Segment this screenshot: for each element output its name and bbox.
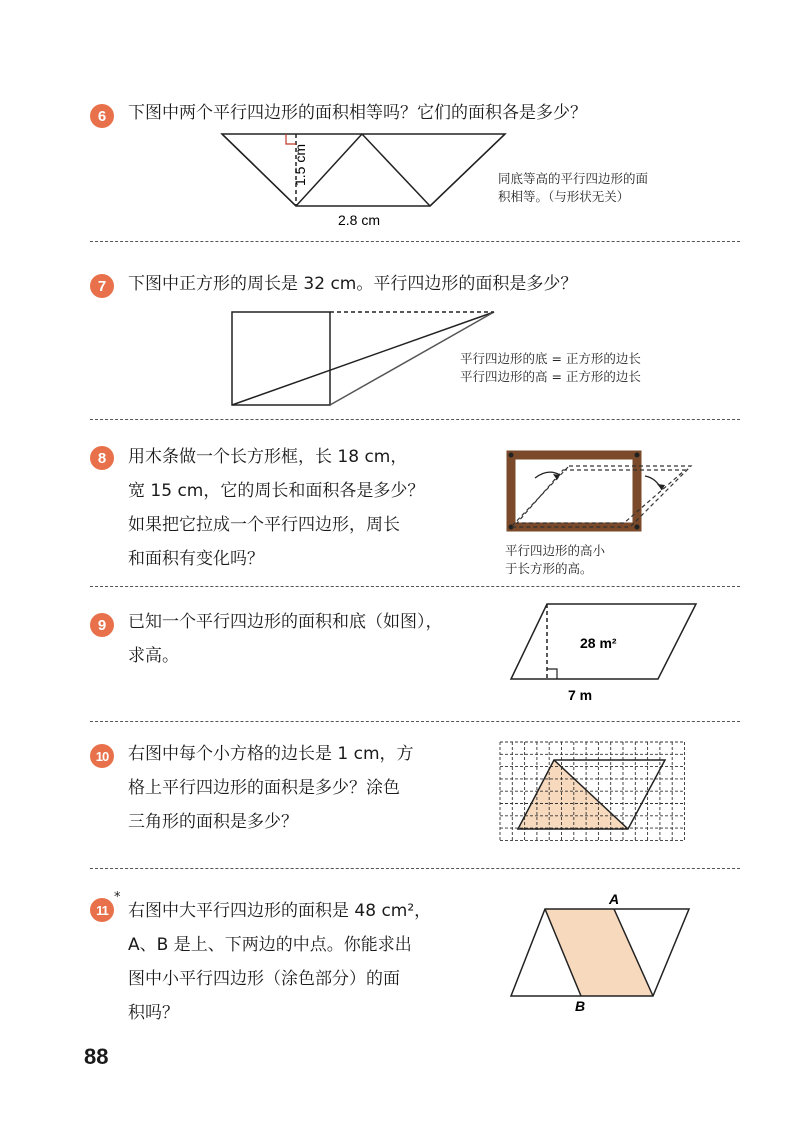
problem-7-text: 下图中正方形的周长是 32 cm。平行四边形的面积是多少？ bbox=[128, 274, 578, 294]
text-line: 求高。 bbox=[128, 646, 179, 666]
base-label: 2.8 cm bbox=[338, 212, 381, 228]
page-number: 88 bbox=[84, 1044, 109, 1069]
challenge-star: * bbox=[114, 890, 121, 905]
problem-number-badge: 8 bbox=[90, 446, 114, 470]
text-line: 图中小平行四边形（涂色部分）的面 bbox=[128, 969, 400, 989]
problem-number-badge: 10 bbox=[90, 744, 114, 768]
text-line: 格上平行四边形的面积是多少？涂色 bbox=[128, 778, 400, 798]
text-line: A、B 是上、下两边的中点。你能求出 bbox=[128, 935, 412, 955]
problem-number-badge: 7 bbox=[90, 274, 114, 298]
height-label: 1.5 cm bbox=[292, 143, 308, 186]
text-line: 和面积有变化吗？ bbox=[128, 549, 264, 569]
text-line: 宽 15 cm，它的周长和面积各是多少？ bbox=[128, 481, 425, 501]
text-line: 三角形的面积是多少？ bbox=[128, 812, 298, 832]
text-line: 用木条做一个长方形框，长 18 cm， bbox=[128, 447, 408, 467]
text-line: 右图中每个小方格的边长是 1 cm，方 bbox=[128, 744, 414, 764]
area-label: 28 m² bbox=[580, 635, 617, 651]
point-b-label: B bbox=[575, 998, 586, 1014]
problem-number-badge: 9 bbox=[90, 613, 114, 637]
base-label: 7 m bbox=[568, 687, 593, 703]
note-line: 平行四边形的高小 bbox=[505, 543, 606, 558]
text-line: 右图中大平行四边形的面积是 48 cm²， bbox=[128, 901, 432, 921]
note-line: 于长方形的高。 bbox=[505, 561, 593, 576]
point-a-label: A bbox=[609, 891, 620, 907]
problem-number-badge: 6 bbox=[90, 104, 114, 128]
problem-6-text: 下图中两个平行四边形的面积相等吗？它们的面积各是多少？ bbox=[128, 103, 587, 123]
note-line: 平行四边形的底 = 正方形的边长 bbox=[460, 351, 641, 366]
note-line: 积相等。（与形状无关） bbox=[498, 189, 630, 204]
note-line: 平行四边形的高 = 正方形的边长 bbox=[460, 369, 641, 384]
text-line: 如果把它拉成一个平行四边形，周长 bbox=[128, 515, 400, 535]
text-line: 已知一个平行四边形的面积和底（如图）， bbox=[128, 612, 443, 632]
shaded-parallelogram bbox=[545, 909, 653, 996]
note-line: 同底等高的平行四边形的面 bbox=[498, 171, 649, 186]
text-line: 积吗？ bbox=[128, 1003, 179, 1023]
problem-number-badge: 11 bbox=[90, 898, 114, 922]
